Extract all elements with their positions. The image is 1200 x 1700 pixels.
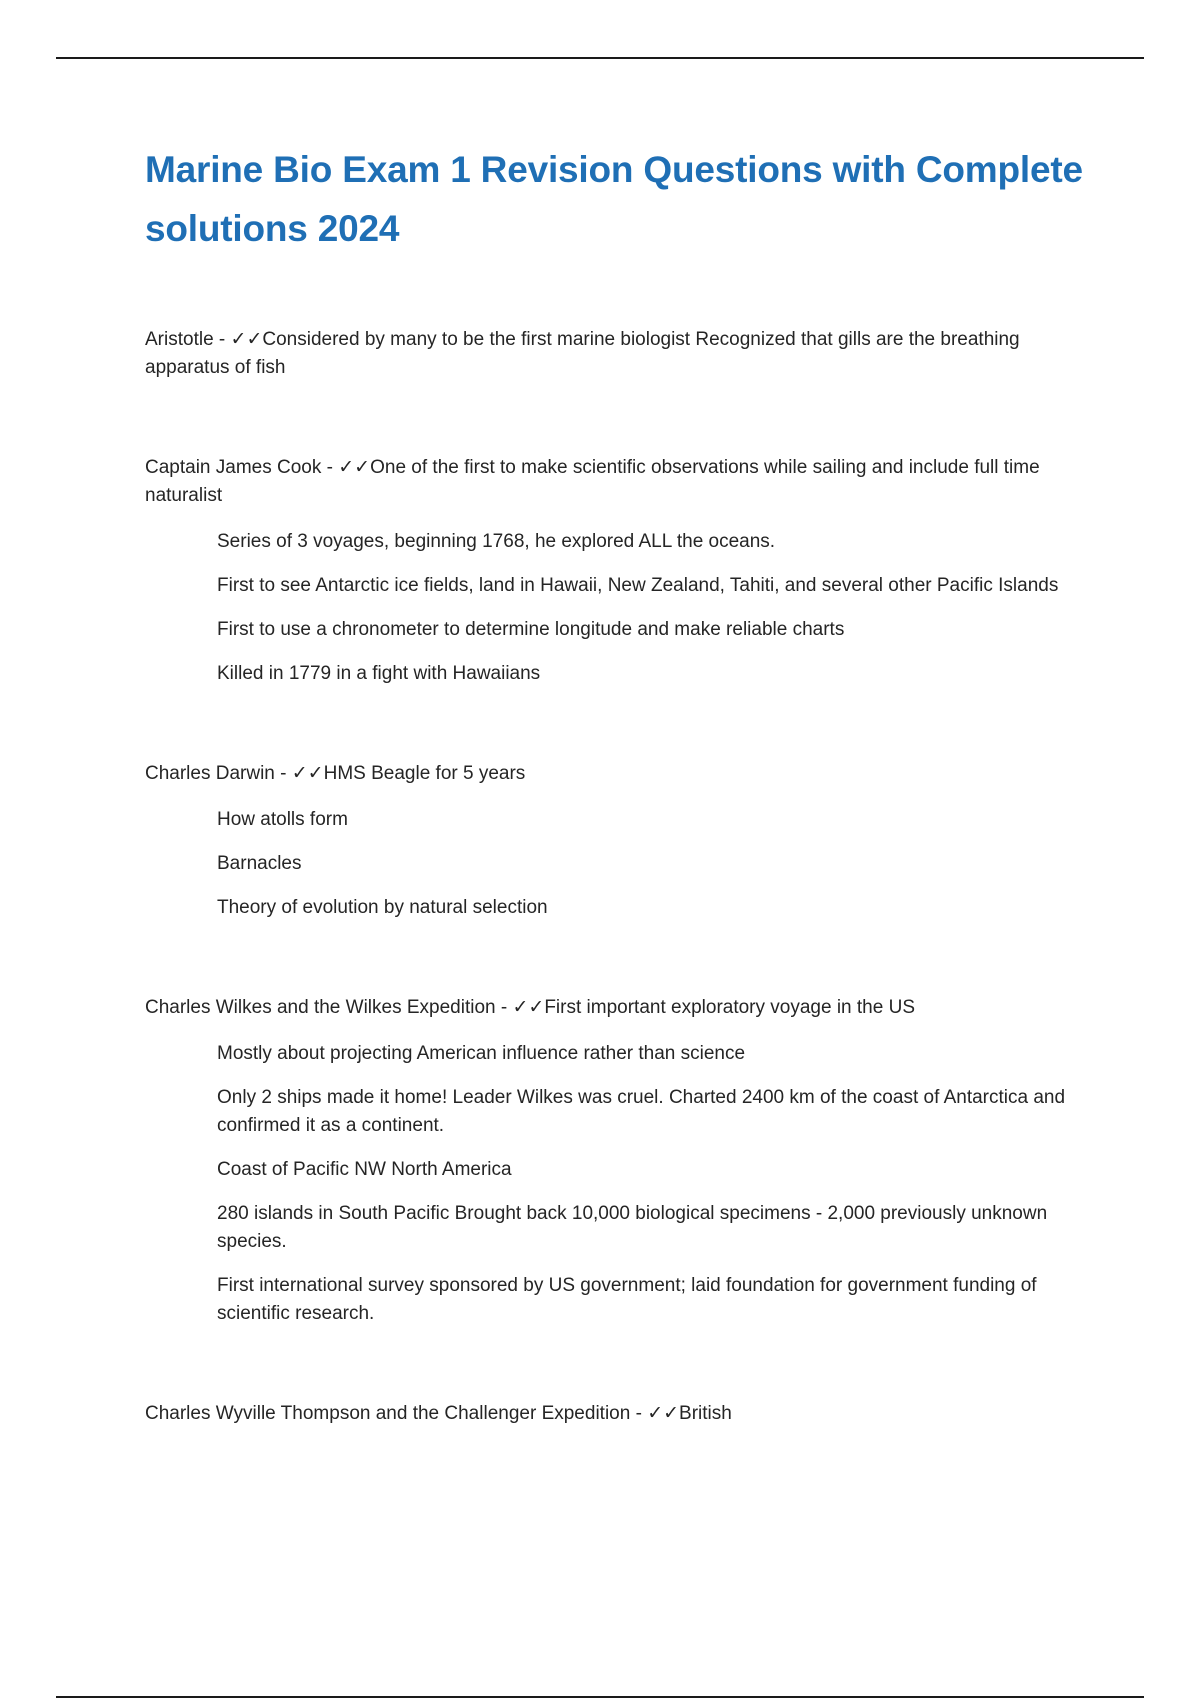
- entry-aristotle: [145, 326, 1085, 382]
- entry-detail-list: [145, 1040, 1085, 1328]
- entry-detail: First to use a chronometer to determine longitude and make reliable charts: [217, 619, 845, 640]
- entry-captain-james-cook: [145, 454, 1085, 688]
- entry-detail: Killed in 1779 in a fight with Hawaiians: [217, 663, 541, 684]
- document-title: Marine Bio Exam 1 Revision Questions with Complete solutions 2024: [145, 149, 1083, 249]
- entry-challenger-expedition: [145, 1400, 1085, 1428]
- entry-definition: HMS Beagle for 5 years: [323, 763, 526, 784]
- entry-separator: -: [630, 1403, 648, 1424]
- bottom-rule: [56, 1696, 1144, 1698]
- entry-detail: Mostly about projecting American influence rather than science: [217, 1043, 746, 1064]
- entry-term: Charles Wilkes and the Wilkes Expedition: [145, 997, 496, 1018]
- check-mark: ✓✓: [512, 997, 545, 1018]
- check-mark: ✓✓: [338, 457, 371, 478]
- entry-line: [145, 326, 1085, 382]
- document-page: [145, 140, 1085, 1428]
- entry-charles-wilkes: [145, 994, 1085, 1328]
- entry-detail-list: [145, 528, 1085, 688]
- entry-term: Charles Darwin: [145, 763, 275, 784]
- entry-separator: -: [274, 763, 292, 784]
- entry-detail: Coast of Pacific NW North America: [217, 1159, 512, 1180]
- entry-definition: First important exploratory voyage in the US: [544, 997, 915, 1018]
- entry-definition: British: [679, 1403, 732, 1424]
- check-mark: ✓✓: [291, 763, 324, 784]
- entry-charles-darwin: [145, 760, 1085, 922]
- entry-detail: First to see Antarctic ice fields, land in Hawaii, New Zealand, Tahiti, and several other Pacific Islands: [217, 575, 1059, 596]
- entry-detail: Theory of evolution by natural selection: [217, 897, 548, 918]
- entry-detail: Barnacles: [217, 853, 302, 874]
- entry-detail: Series of 3 voyages, beginning 1768, he explored ALL the oceans.: [217, 531, 776, 552]
- entry-detail: How atolls form: [217, 809, 348, 830]
- entry-separator: -: [495, 997, 513, 1018]
- entry-term: Charles Wyville Thompson and the Challenger Expedition: [145, 1403, 631, 1424]
- entry-detail: First international survey sponsored by US government; laid foundation for government funding of scientific research.: [217, 1275, 1037, 1324]
- entry-detail-list: [145, 806, 1085, 922]
- top-rule: [56, 57, 1144, 59]
- entry-separator: -: [321, 457, 339, 478]
- entry-detail: Only 2 ships made it home! Leader Wilkes was cruel. Charted 2400 km of the coast of Antarctica and confirmed it as a continent.: [217, 1087, 1066, 1136]
- entry-line: [145, 454, 1085, 510]
- entry-term: Aristotle: [145, 329, 214, 350]
- entry-detail: 280 islands in South Pacific Brought back 10,000 biological specimens - 2,000 previously unknown species.: [217, 1203, 1048, 1252]
- entry-line: [145, 1400, 1085, 1428]
- entry-term: Captain James Cook: [145, 457, 322, 478]
- entry-line: [145, 760, 1085, 788]
- check-mark: ✓✓: [647, 1403, 680, 1424]
- check-mark: ✓✓: [230, 329, 263, 350]
- entry-separator: -: [213, 329, 231, 350]
- entry-line: [145, 994, 1085, 1022]
- entry-definition: One of the first to make scientific observations while sailing and include full time naturalist: [145, 457, 1040, 506]
- entry-definition: Considered by many to be the first marine biologist Recognized that gills are the breathing apparatus of fish: [145, 329, 1020, 378]
